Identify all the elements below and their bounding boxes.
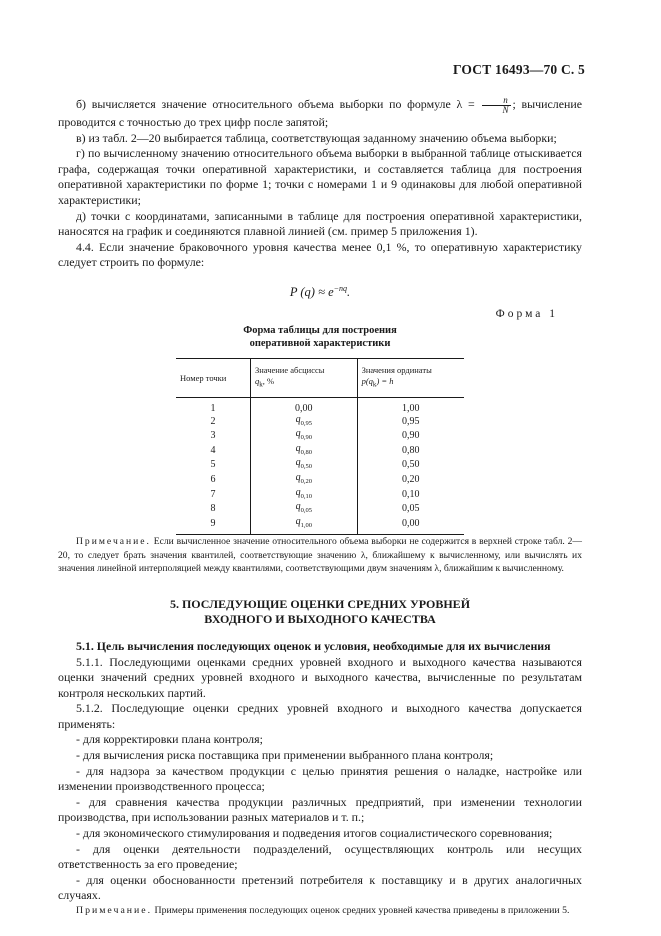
fraction-denominator: N xyxy=(502,105,509,115)
lambda-fraction xyxy=(482,96,510,115)
header-abscissa-k: k xyxy=(259,380,263,389)
cell-abscissa-sub: 0,80 xyxy=(300,448,312,456)
cell-abscissa xyxy=(250,444,357,459)
cell-abscissa-sub: 0,50 xyxy=(300,463,312,471)
paragraph-b-start: б) вычисляется значение относительного объема выборки по формуле λ = xyxy=(76,97,481,112)
cell-ordinate: 0,00 xyxy=(357,517,464,535)
cell-abscissa-q: q xyxy=(295,501,301,513)
paragraph-v: в) из табл. 2—20 выбирается таблица, соответствующая заданному значению объема выборки; xyxy=(76,130,557,145)
cell-point-number: 9 xyxy=(176,517,250,535)
table-row xyxy=(176,415,464,430)
cell-abscissa: 0,00 xyxy=(250,397,357,414)
cell-abscissa-sub: 1,00 xyxy=(300,521,312,529)
operating-characteristic-table xyxy=(176,358,464,535)
section-title-line-2: ВХОДНОГО И ВЫХОДНОГО КАЧЕСТВА xyxy=(204,611,436,626)
forma-label: Форма 1 xyxy=(495,307,558,320)
cell-abscissa xyxy=(250,488,357,503)
table-row xyxy=(176,488,464,503)
note-text: Примеры применения последующих оценок средних уровней качества приведены в приложении 5. xyxy=(152,905,570,917)
list-item: - для надзора за качеством продукции с целью принятия решения о наладке, настройке или изменении производственного процесса; xyxy=(58,763,582,794)
header-abscissa-label: Значение абсциссы xyxy=(254,365,325,376)
note-label: Примечание. xyxy=(76,536,151,548)
cell-abscissa xyxy=(250,415,357,430)
cell-ordinate: 0,95 xyxy=(357,415,464,430)
header-point-number: Номер точки xyxy=(176,359,250,398)
fraction-numerator: n xyxy=(482,96,510,106)
cell-ordinate: 0,05 xyxy=(357,502,464,517)
cell-abscissa-q: q xyxy=(295,413,301,425)
paragraph-d: д) точки с координатами, записанными в таблице для построения оперативной характеристики, наносятся на график и соединяются плавной линией (см. пример 5 приложения 1). xyxy=(58,208,582,239)
cell-abscissa-q: q xyxy=(295,515,301,527)
list-item: - для оценки обоснованности претензий потребителя к поставщику и в других аналогичных случаях. xyxy=(58,872,582,903)
formula-main: P (q) ≈ e xyxy=(289,285,334,300)
table-row xyxy=(176,502,464,517)
header-ordinate-label: Значения ординаты xyxy=(361,365,432,376)
cell-abscissa xyxy=(250,473,357,488)
cell-point-number: 3 xyxy=(210,430,216,442)
cell-abscissa xyxy=(250,429,357,444)
table-title xyxy=(58,324,582,350)
subsection-5-1-title: 5.1. Цель вычисления последующих оценок и условия, необходимые для их вычисления xyxy=(76,638,551,653)
cell-ordinate: 0,50 xyxy=(357,458,464,473)
table-title-line-1: Форма таблицы для построения xyxy=(243,325,397,337)
paragraph-b xyxy=(58,96,582,131)
section-note xyxy=(58,904,582,917)
header-abscissa-unit: , % xyxy=(262,376,275,387)
table-row xyxy=(176,429,464,444)
header-ordinate-k: k xyxy=(372,380,377,389)
header-abscissa-q: q xyxy=(254,376,260,387)
cell-abscissa-sub: 0,20 xyxy=(300,477,312,485)
cell-abscissa xyxy=(250,458,357,473)
header-ordinate-p: p(q xyxy=(361,376,373,387)
paragraph-4-4: 4.4. Если значение браковочного уровня качества менее 0,1 %, то оперативную характеристику следует строить по формуле: xyxy=(58,239,582,270)
cell-point-number: 6 xyxy=(210,473,216,485)
table-note xyxy=(58,535,582,575)
formula xyxy=(58,281,582,301)
cell-abscissa xyxy=(250,517,357,535)
cell-abscissa-sub: 0,10 xyxy=(300,492,312,500)
page-header: ГОСТ 16493—70 С. 5 xyxy=(452,62,585,77)
header-ordinate-h: ) = h xyxy=(376,376,394,387)
cell-abscissa-q: q xyxy=(295,442,301,454)
paragraph-b-end: ; вычисление проводится с точностью до трех цифр после запятой; xyxy=(58,97,583,129)
paragraph-5-1-1: 5.1.1. Последующими оценками средних уровней входного и выходного качества называются оценки значений средних уровней входного и выходного качества, вычисленные по результатам контроля нескольких партий. xyxy=(58,654,582,700)
header-abscissa xyxy=(250,359,357,398)
cell-point-number: 7 xyxy=(210,488,216,500)
list-item: - для сравнения качества продукции различных предприятий, при изменении технологии производства, при использовании разных материалов и т. п.; xyxy=(58,794,582,825)
cell-point-number: 8 xyxy=(210,503,216,515)
cell-point-number: 5 xyxy=(210,459,216,471)
cell-abscissa-sub: 0,05 xyxy=(300,507,312,515)
table-row xyxy=(176,444,464,459)
list-item: - для корректировки плана контроля; xyxy=(76,732,263,747)
note-text: Если вычисленное значение относительного объема выборки не содержится в верхней строке табл. 2—20, то следует брать значения квантилей, соответствующие значению λ, ближайшему к вычисленному, или вычислять их значения линейной интерполяцией между квантилями, соответствующими двум значениям λ, ближайшим к вычисленному. xyxy=(58,536,582,574)
cell-abscissa-q: q xyxy=(295,471,301,483)
table-title-line-2: оперативной характеристики xyxy=(249,338,391,350)
list-item: - для вычисления риска поставщика при применении выбранного плана контроля; xyxy=(76,748,494,763)
cell-point-number: 1 xyxy=(210,402,216,414)
table-row xyxy=(176,397,464,414)
list-item: - для оценки деятельности подразделений, осуществляющих контроль или несущих ответственность за его проведение; xyxy=(58,841,582,872)
paragraph-5-1-2: 5.1.2. Последующие оценки средних уровней входного и выходного качества допускается применять: xyxy=(58,701,582,731)
cell-abscissa-q: q xyxy=(295,428,301,440)
section-5-title xyxy=(58,597,582,627)
cell-point-number: 2 xyxy=(210,415,216,427)
section-title-line-1: 5. ПОСЛЕДУЮЩИЕ ОЦЕНКИ СРЕДНИХ УРОВНЕЙ xyxy=(169,596,471,611)
list-item: - для экономического стимулирования и подведения итогов социалистического соревнования; xyxy=(76,826,553,841)
formula-exponent: −nq xyxy=(333,283,348,293)
header-ordinate xyxy=(357,359,464,398)
formula-end: . xyxy=(347,285,351,300)
note-label: Примечание. xyxy=(76,905,153,917)
cell-ordinate: 0,10 xyxy=(357,488,464,503)
body-text xyxy=(58,96,582,917)
table-row xyxy=(176,517,464,535)
cell-ordinate: 0,80 xyxy=(357,444,464,459)
table-row xyxy=(176,473,464,488)
cell-abscissa-sub: 0,90 xyxy=(300,434,312,442)
cell-ordinate: 1,00 xyxy=(357,397,464,414)
cell-ordinate: 0,20 xyxy=(357,473,464,488)
cell-abscissa-q: q xyxy=(295,486,301,498)
cell-point-number: 4 xyxy=(210,444,216,456)
cell-abscissa-q: q xyxy=(295,457,301,469)
cell-abscissa-sub: 0,95 xyxy=(300,419,312,427)
table-row xyxy=(176,458,464,473)
paragraph-g: г) по вычисленному значению относительного объема выборки в выбранной таблице отыскивается графа, содержащая точки оперативной характеристики, и составляется таблица для построения оперативной характеристики по форме 1; точки с номерами 1 и 9 одинаковы для любой оперативной характеристики; xyxy=(58,146,582,207)
table-header-row xyxy=(176,359,464,398)
cell-ordinate: 0,90 xyxy=(357,429,464,444)
cell-abscissa xyxy=(250,502,357,517)
